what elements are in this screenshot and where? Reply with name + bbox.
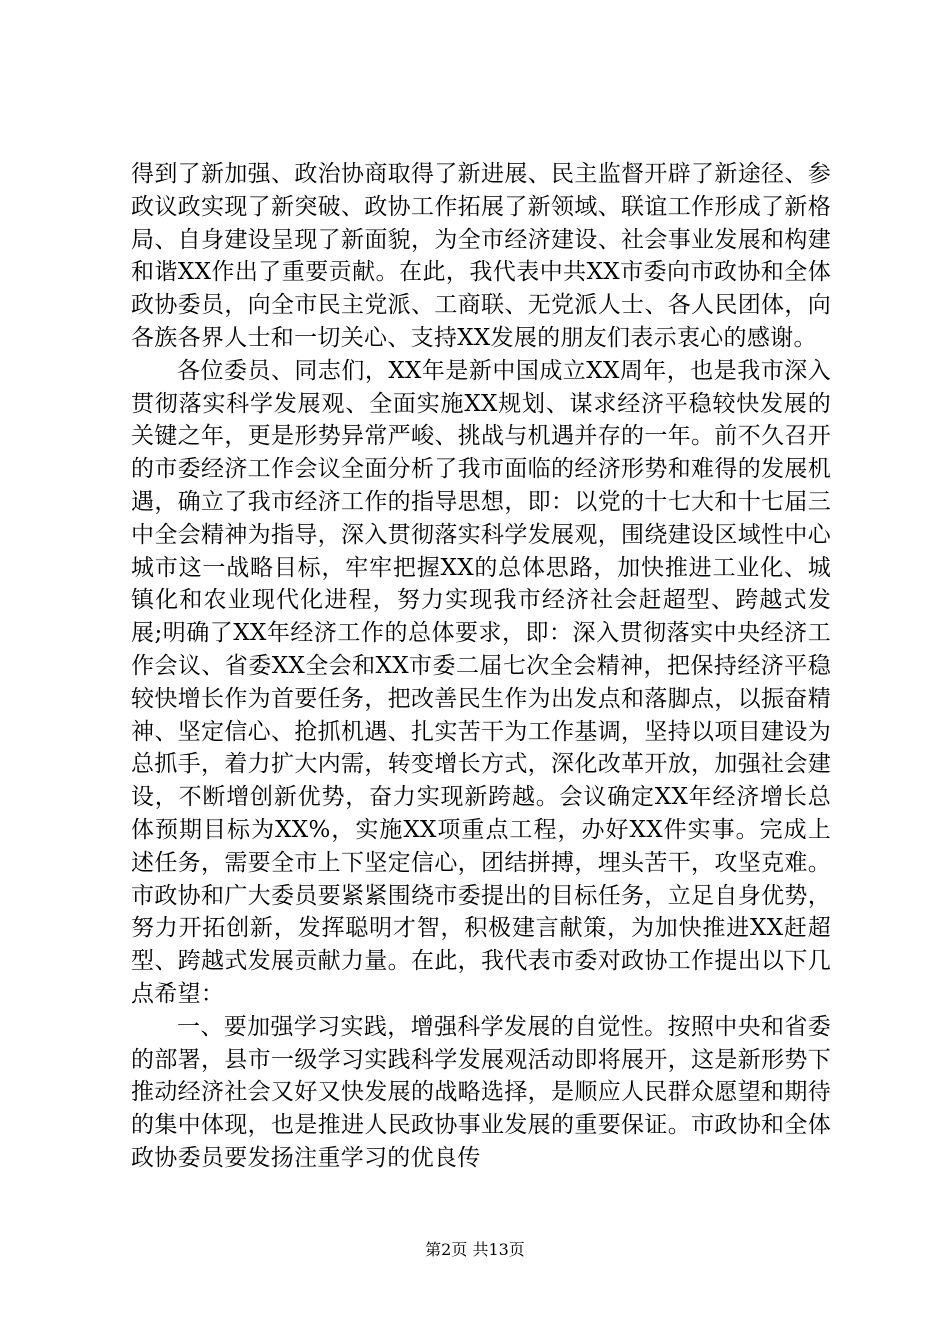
paragraph-1: 得到了新加强、政治协商取得了新进展、民主监督开辟了新途径、参政议政实现了新突破、政协工作拓展了新领域、联谊工作形成了新格局、自身建设呈现了新面貌，为全市经济建设、社会事业发展和构建和谐XX作出了重要贡献。在此，我代表中共XX市委向市政协和全体政协委员，向全市民主党派、工商联、无党派人士、各人民团体，向各族各界人士和一切关心、支持XX发展的朋友们表示衷心的感谢。 xyxy=(131,161,831,351)
paragraph-2: 各位委员、同志们，XX年是新中国成立XX周年，也是我市深入贯彻落实科学发展观、全面实施XX规划、谋求经济平稳较快发展的关键之年，更是形势异常严峻、挑战与机遇并存的一年。前不久召开的市委经济工作会议全面分析了我市面临的经济形势和难得的发展机遇，确立了我市经济工作的指导思想，即：以党的十七大和十七届三中全会精神为指导，深入贯彻落实科学发展观，围绕建设区域性中心城市这一战略目标，牢牢把握XX的总体思路，加快推进工业化、城镇化和农业现代化进程，努力实现我市经济社会赶超型、跨越式发展;明确了XX年经济工作的总体要求，即：深入贯彻落实中央经济工作会议、省委XX全会和XX市委二届七次全会精神，把保持经济平稳较快增长作为首要任务，把改善民生作为出发点和落脚点，以振奋精神、坚定信心、抢抓机遇、扎实苦干为工作基调，坚持以项目建设为总抓手，着力扩大内需，转变增长方式，深化改革开放，加强社会建设，不断增创新优势，奋力实现新跨越。会议确定XX年经济增长总体预期目标为XX%，实施XX项重点工程，办好XX件实事。完成上述任务，需要全市上下坚定信心，团结拼搏，埋头苦干，攻坚克难。市政协和广大委员要紧紧围绕市委提出的目标任务，立足自身优势，努力开拓创新，发挥聪明才智，积极建言献策，为加快推进XX赶超型、跨越式发展贡献力量。在此，我代表市委对政协工作提出以下几点希望： xyxy=(131,357,831,1007)
paragraph-3: 一、要加强学习实践，增强科学发展的自觉性。按照中央和省委的部署，县市一级学习实践科学发展观活动即将展开，这是新形势下推动经济社会又好又快发展的战略选择，是顺应人民群众愿望和期待的集中体现，也是推进人民政协事业发展的重要保证。市政协和全体政协委员要发扬注重学习的优良传 xyxy=(131,1013,831,1171)
page-footer: 第2页 共13页 xyxy=(425,1240,525,1259)
document-body xyxy=(131,158,831,1175)
